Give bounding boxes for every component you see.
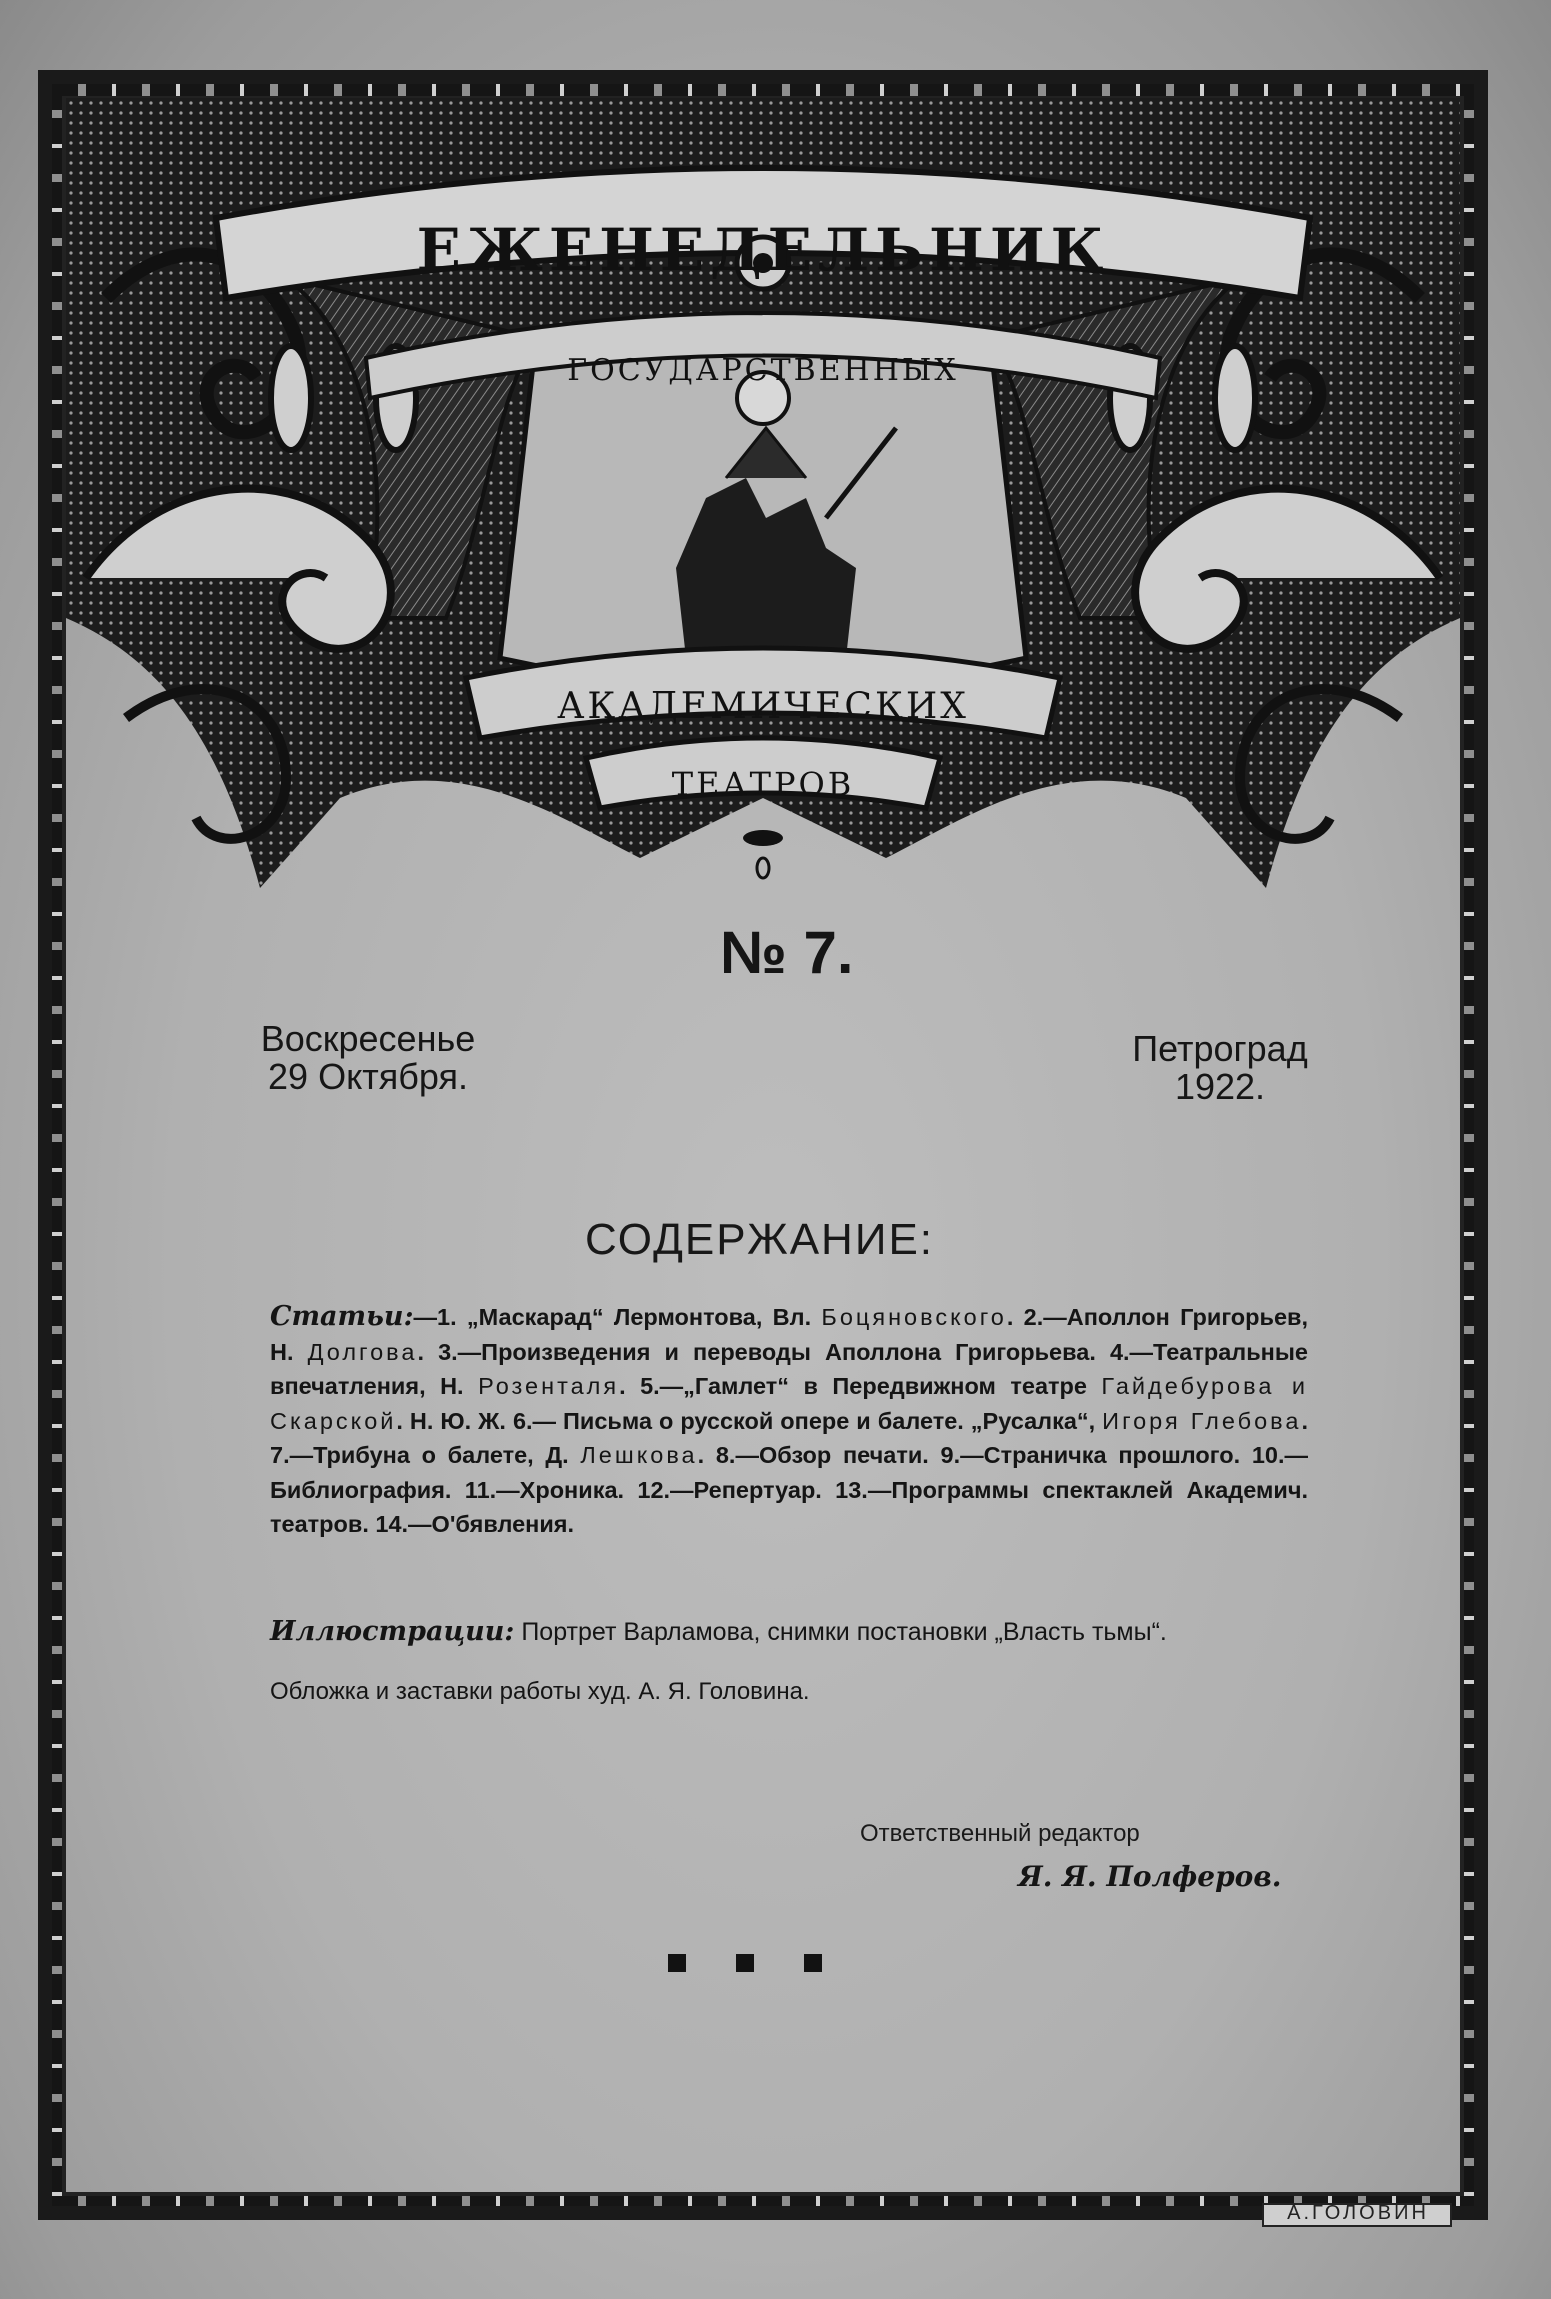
artist-signature: А.ГОЛОВИН bbox=[1287, 2202, 1429, 2224]
dateline-city: Петроград bbox=[1132, 1028, 1308, 1069]
masthead-academic: АКАДЕМИЧЕСКИХ bbox=[557, 686, 969, 727]
articles-list bbox=[270, 1304, 1308, 1537]
article-author: Долгова bbox=[307, 1338, 418, 1365]
ornament-square bbox=[804, 1954, 822, 1972]
dateline-weekday: Воскресенье bbox=[260, 1018, 476, 1059]
editor-role: Ответственный редактор bbox=[860, 1820, 1140, 1847]
article-author: Розенталя bbox=[478, 1373, 620, 1399]
illustrations-line bbox=[270, 1615, 1320, 1649]
illustrations-label: Иллюстрации: bbox=[270, 1616, 515, 1647]
masthead-subtitle: ГОСУДАРСТВЕННЫХ bbox=[567, 353, 959, 388]
article-text: . Н. Ю. Ж. bbox=[396, 1407, 513, 1434]
article-author: Игоря Глебова bbox=[1102, 1407, 1302, 1434]
article-author: Боцяновского bbox=[821, 1304, 1007, 1330]
masthead-illustration bbox=[66, 98, 1460, 888]
contents-articles bbox=[270, 1300, 1308, 1542]
article-text: . bbox=[1301, 1407, 1308, 1434]
article-text: 2.—Аполлон Григорьев, Н. bbox=[270, 1304, 1308, 1365]
article-text: —1. „Маскарад“ Лермонтова, Вл. bbox=[413, 1304, 822, 1330]
cover-credit: Обложка и заставки работы худ. А. Я. Головина. bbox=[270, 1678, 810, 1705]
article-text: . bbox=[1006, 1304, 1024, 1330]
ornament-square bbox=[668, 1954, 686, 1972]
ornament-square bbox=[736, 1954, 754, 1972]
ornament-squares bbox=[668, 1954, 822, 1972]
article-text: 4.—Театральные впечатления, Н. bbox=[270, 1338, 1309, 1399]
illustrations-text: Портрет Варламова, снимки постановки „Власть тьмы“. bbox=[521, 1618, 1167, 1646]
dateline-day: 29 Октября. bbox=[268, 1056, 468, 1097]
masthead-theatres: ТЕАТРОВ bbox=[671, 765, 855, 803]
issue-number: № 7. bbox=[720, 919, 854, 986]
article-text: . bbox=[697, 1442, 716, 1468]
dateline-place bbox=[1100, 1030, 1340, 1106]
article-text: 3.—Произведения и переводы Аполлона Григорьева. bbox=[438, 1338, 1110, 1365]
article-text: . bbox=[417, 1338, 439, 1365]
editor-name: Я. Я. Полферов. bbox=[1018, 1860, 1282, 1893]
article-text: . bbox=[619, 1373, 641, 1399]
articles-label: Статьи: bbox=[270, 1301, 414, 1332]
article-text: 8.—Обзор печати. 9.—Страничка прошлого. 10.—Библиография. 11.—Хроника. 12.—Репертуар. 13.—Программы спектаклей Академич. театров. 14.—О'бявления. bbox=[270, 1442, 1309, 1537]
article-author: Лешкова bbox=[580, 1442, 698, 1468]
contents-title: СОДЕРЖАНИЕ: bbox=[585, 1215, 935, 1264]
article-text: 6.— Письма о русской опере и балете. „Русалка“, bbox=[512, 1407, 1103, 1434]
article-author: Гайдебурова и Скарской bbox=[270, 1373, 1308, 1434]
article-text: 5.—„Гамлет“ в Передвижном театре bbox=[640, 1373, 1102, 1399]
masthead-title: ЕЖЕНЕДЕЛЬНИК bbox=[416, 216, 1110, 284]
dateline-date bbox=[238, 1020, 498, 1096]
article-text: 7.—Трибуна о балете, Д. bbox=[270, 1442, 581, 1468]
dateline-year: 1922. bbox=[1174, 1066, 1266, 1107]
